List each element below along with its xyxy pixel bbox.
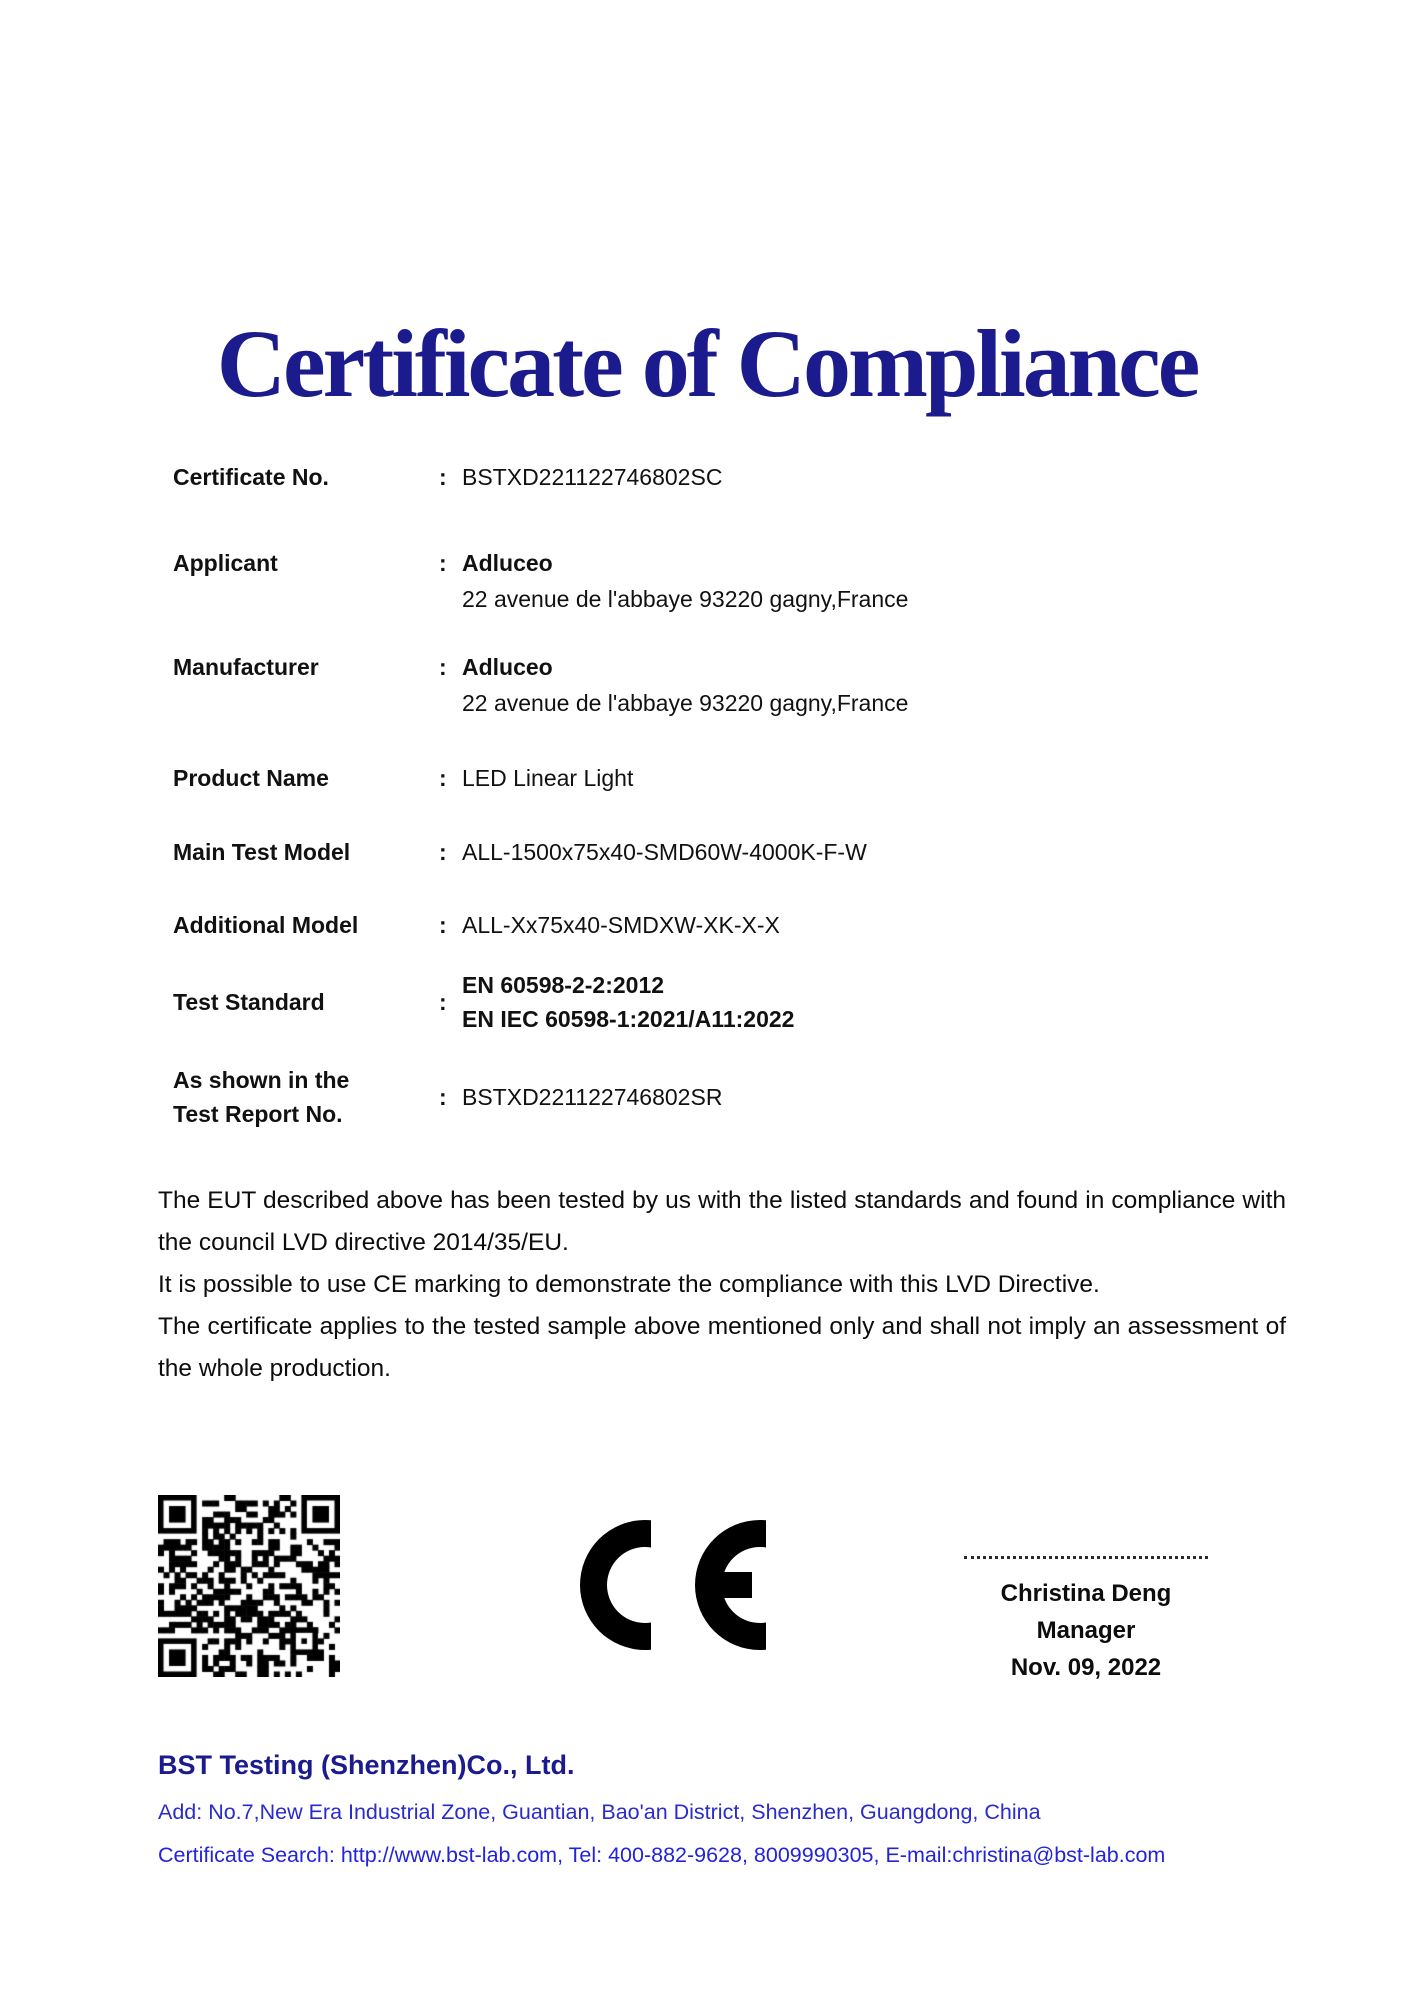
field-row-additional-model bbox=[173, 910, 780, 940]
field-colon: : bbox=[439, 550, 447, 576]
test-report-label-line2: Test Report No. bbox=[173, 1101, 343, 1127]
test-standard-line1: EN 60598-2-2:2012 bbox=[462, 972, 665, 998]
field-colon: : bbox=[439, 464, 447, 490]
field-colon: : bbox=[439, 765, 447, 791]
field-value: LED Linear Light bbox=[462, 765, 634, 791]
footer bbox=[158, 1748, 1338, 1868]
field-row-applicant bbox=[173, 548, 908, 614]
field-colon: : bbox=[439, 654, 447, 680]
applicant-name: Adluceo bbox=[462, 550, 553, 576]
manufacturer-address: 22 avenue de l'abbaye 93220 gagny,France bbox=[462, 690, 909, 716]
footer-company-name: BST Testing (Shenzhen)Co., Ltd. bbox=[158, 1750, 575, 1780]
field-value: ALL-Xx75x40-SMDXW-XK-X-X bbox=[462, 912, 780, 938]
field-label: Manufacturer bbox=[173, 654, 319, 680]
page-title: Certificate of Compliance bbox=[216, 310, 1198, 417]
test-standard-line2: EN IEC 60598-1:2021/A11:2022 bbox=[462, 1006, 795, 1032]
field-value bbox=[462, 970, 794, 1034]
field-row-product-name bbox=[173, 763, 633, 793]
qr-code bbox=[158, 1495, 340, 1677]
signature-dotted-line bbox=[964, 1556, 1208, 1559]
footer-certificate-search: Certificate Search: http://www.bst-lab.com, Tel: 400-882-9628, 8009990305, E-mail:christina@bst-lab.com bbox=[158, 1843, 1166, 1867]
field-label bbox=[173, 1065, 439, 1129]
footer-address: Add: No.7,New Era Industrial Zone, Guantian, Bao'an District, Shenzhen, Guangdong, China bbox=[158, 1800, 1041, 1824]
field-label: Test Standard bbox=[173, 989, 325, 1015]
ce-mark-icon bbox=[575, 1515, 830, 1655]
signature-block bbox=[960, 1556, 1212, 1686]
field-label: Applicant bbox=[173, 550, 278, 576]
statement-line1: The EUT described above has been tested by us with the listed standards and found in compliance with the council LVD directive 2014/35/EU. bbox=[158, 1187, 1286, 1256]
field-row-main-test-model bbox=[173, 837, 867, 867]
field-row-test-report bbox=[173, 1065, 722, 1129]
test-report-label-line1: As shown in the bbox=[173, 1067, 350, 1093]
field-label: Main Test Model bbox=[173, 839, 351, 865]
field-value: BSTXD221122746802SR bbox=[462, 1084, 723, 1110]
field-colon: : bbox=[439, 1084, 447, 1110]
signatory-role: Manager bbox=[1036, 1617, 1136, 1644]
applicant-address: 22 avenue de l'abbaye 93220 gagny,France bbox=[462, 586, 909, 612]
field-row-test-standard bbox=[173, 970, 794, 1034]
field-value bbox=[462, 652, 908, 718]
field-colon: : bbox=[439, 912, 447, 938]
field-value bbox=[462, 548, 908, 614]
field-label: Additional Model bbox=[173, 912, 359, 938]
field-row-certificate-no bbox=[173, 462, 722, 492]
field-colon: : bbox=[439, 839, 447, 865]
statement-line2: It is possible to use CE marking to demonstrate the compliance with this LVD Directive. bbox=[158, 1271, 1100, 1298]
compliance-statement bbox=[158, 1180, 1286, 1390]
statement-line3: The certificate applies to the tested sample above mentioned only and shall not imply an assessment of the whole production. bbox=[158, 1313, 1286, 1382]
field-label: Certificate No. bbox=[173, 464, 329, 490]
field-value: BSTXD221122746802SC bbox=[462, 464, 723, 490]
signatory-name: Christina Deng bbox=[1000, 1580, 1172, 1607]
field-label: Product Name bbox=[173, 765, 329, 791]
field-colon: : bbox=[439, 989, 447, 1015]
field-row-manufacturer bbox=[173, 652, 908, 718]
manufacturer-name: Adluceo bbox=[462, 654, 553, 680]
field-value: ALL-1500x75x40-SMD60W-4000K-F-W bbox=[462, 839, 867, 865]
signature-date: Nov. 09, 2022 bbox=[1010, 1654, 1162, 1681]
